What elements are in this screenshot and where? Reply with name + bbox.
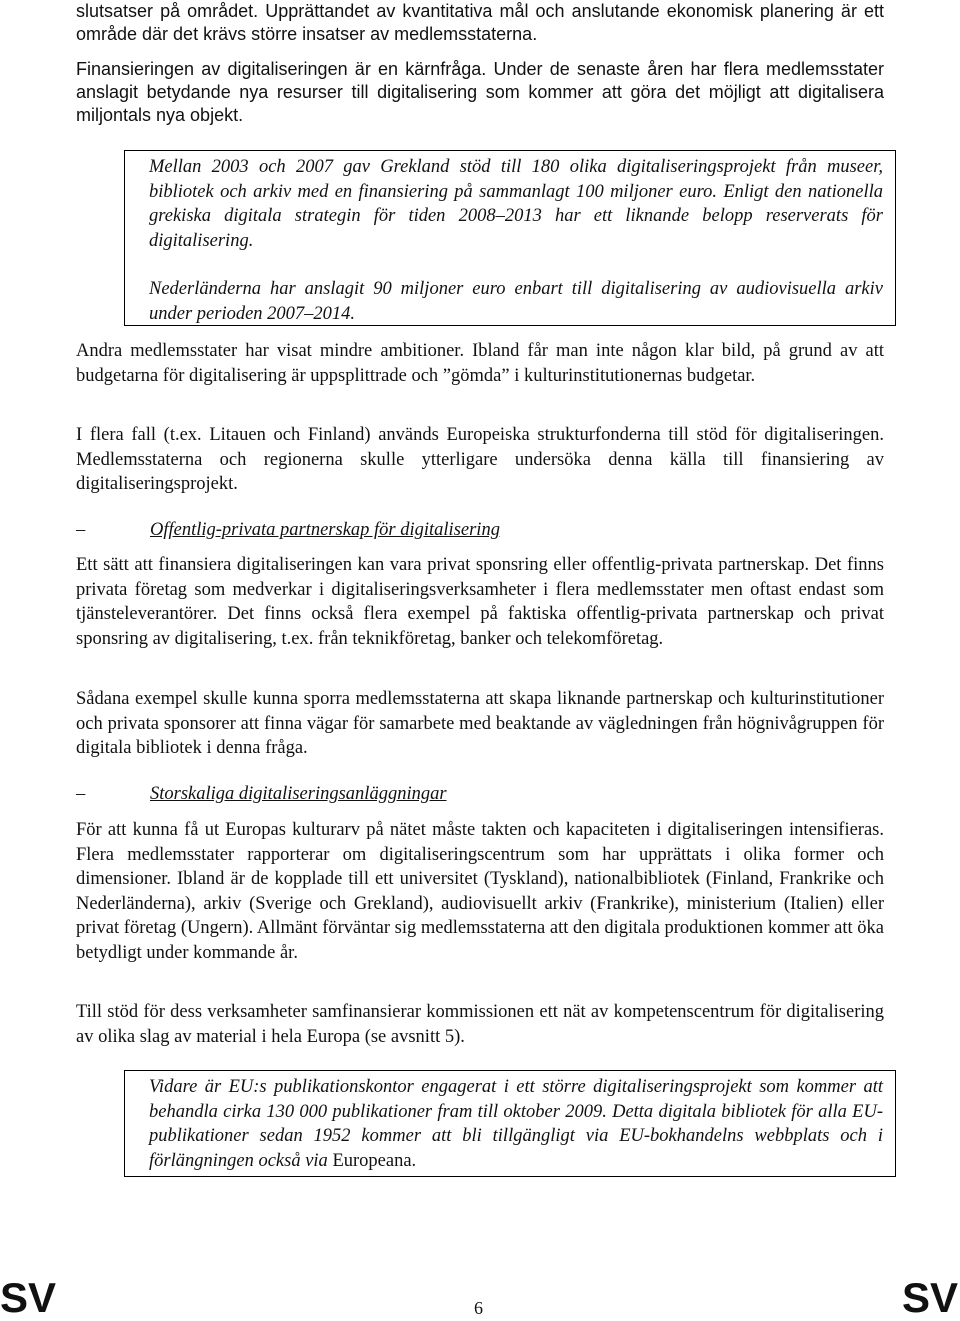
footer-language-code-left: SV [0, 1274, 57, 1321]
heading-title: Offentlig-privata partnerskap för digitalisering [150, 520, 500, 540]
paragraph-encourage-partnerships: Sådana exempel skulle kunna sporra medlemsstaterna att skapa liknande partnerskap och kulturinstitutioner och privata sponsorer att finna vägar för samarbete med beaktande av vägledningen från högnivågruppen för digitala bibliotek i denna fråga. [76, 689, 884, 758]
section-heading-large-scale [76, 782, 447, 806]
example-box-greece-netherlands [124, 150, 896, 326]
paragraph-financing: Finansieringen av digitaliseringen är en kärnfråga. Under de senaste åren har flera medlemsstater anslagit betydande nya resurser till digitalisering som kommer att göra det möjligt att digitalisera miljontals nya objekt. [76, 59, 884, 125]
box-paragraph-greece: Mellan 2003 och 2007 gav Grekland stöd till 180 olika digitaliseringsprojekt från museer, bibliotek och arkiv med en finansiering på sammanlagt 100 miljoner euro. Enligt den nationella grekiska digitala strategin för tiden 2008–2013 har ett liknande belopp reserverats för digitalisering. [149, 157, 883, 251]
europeana-name: Europeana. [332, 1150, 417, 1171]
paragraph-structural-funds: I flera fall (t.ex. Litauen och Finland) används Europeiska strukturfonderna till stöd för digitaliseringen. Medlemsstaterna och regionerna skulle ytterligare undersöka denna källa till finansiering av digitaliseringsprojekt. [76, 425, 884, 494]
paragraph-competence-centres: Till stöd för dess verksamheter samfinansierar kommissionen ett nät av kompetenscentrum för digitalisering av olika slag av material i hela Europa (se avsnitt 5). [76, 1002, 884, 1047]
footer-language-code-right: SV [901, 1274, 958, 1321]
paragraph-sponsorship: Ett sätt att finansiera digitaliseringen kan vara privat sponsring eller offentlig-privata partnerskap. Det finns privata företag som medverkar i digitaliseringsverksamheter i flera medlemsstater men oftast endast som tjänsteleverantörer. Det finns också flera exempel på faktiska offentlig-privata partnerskap och privat sponsring av digitalisering, t.ex. från teknikföretag, banker och telekomföretag. [76, 555, 884, 649]
heading-dash: – [76, 520, 86, 540]
section-heading-public-private [76, 518, 500, 542]
box-paragraph-netherlands: Nederländerna har anslagit 90 miljoner euro enbart till digitalisering av audiovisuella arkiv under perioden 2007–2014. [149, 279, 883, 324]
paragraph-other-member-states: Andra medlemsstater har visat mindre ambitioner. Ibland får man inte någon klar bild, på grund av att budgetarna för digitalisering är uppsplittrade och ”gömda” i kulturinstitutionernas budgetar. [76, 341, 884, 386]
example-box-publications-office [124, 1070, 896, 1177]
box-paragraph-publications [149, 1075, 883, 1173]
paragraph-digitisation-centres: För att kunna få ut Europas kulturarv på nätet måste takten och kapaciteten i digitaliseringen intensifieras. Flera medlemsstater rapporterar om digitaliseringscentrum som har upprättats i olika former och dimensioner. Ibland är de kopplade till ett universitet (Tyskland), nationalbibliotek (Finland, Frankrike och Nederländerna), arkiv (Sverige och Grekland), audiovisuellt arkiv (Frankrike), ministerium (Italien) eller privat företag (Ungern). Allmänt förväntar sig medlemsstaterna att den digitala produktionen kommer att öka betydligt under kommande år. [76, 820, 884, 963]
heading-title: Storskaliga digitaliseringsanläggningar [150, 784, 447, 804]
heading-dash: – [76, 784, 86, 804]
box-paragraph-text: Vidare är EU:s publikationskontor engagerat i ett större digitaliseringsprojekt som kommer att behandla cirka 130 000 publikationer fram till oktober 2009. Detta digitala bibliotek för alla EU-publikationer sedan 1952 kommer att bli tillgängligt via EU-bokhandelns webbplats och i förlängningen också via [149, 1077, 883, 1171]
page-number: 6 [474, 1298, 483, 1318]
paragraph-conclusions: slutsatser på området. Upprättandet av kvantitativa mål och anslutande ekonomisk planering är ett område där det krävs större insatser av medlemsstaterna. [76, 1, 884, 44]
